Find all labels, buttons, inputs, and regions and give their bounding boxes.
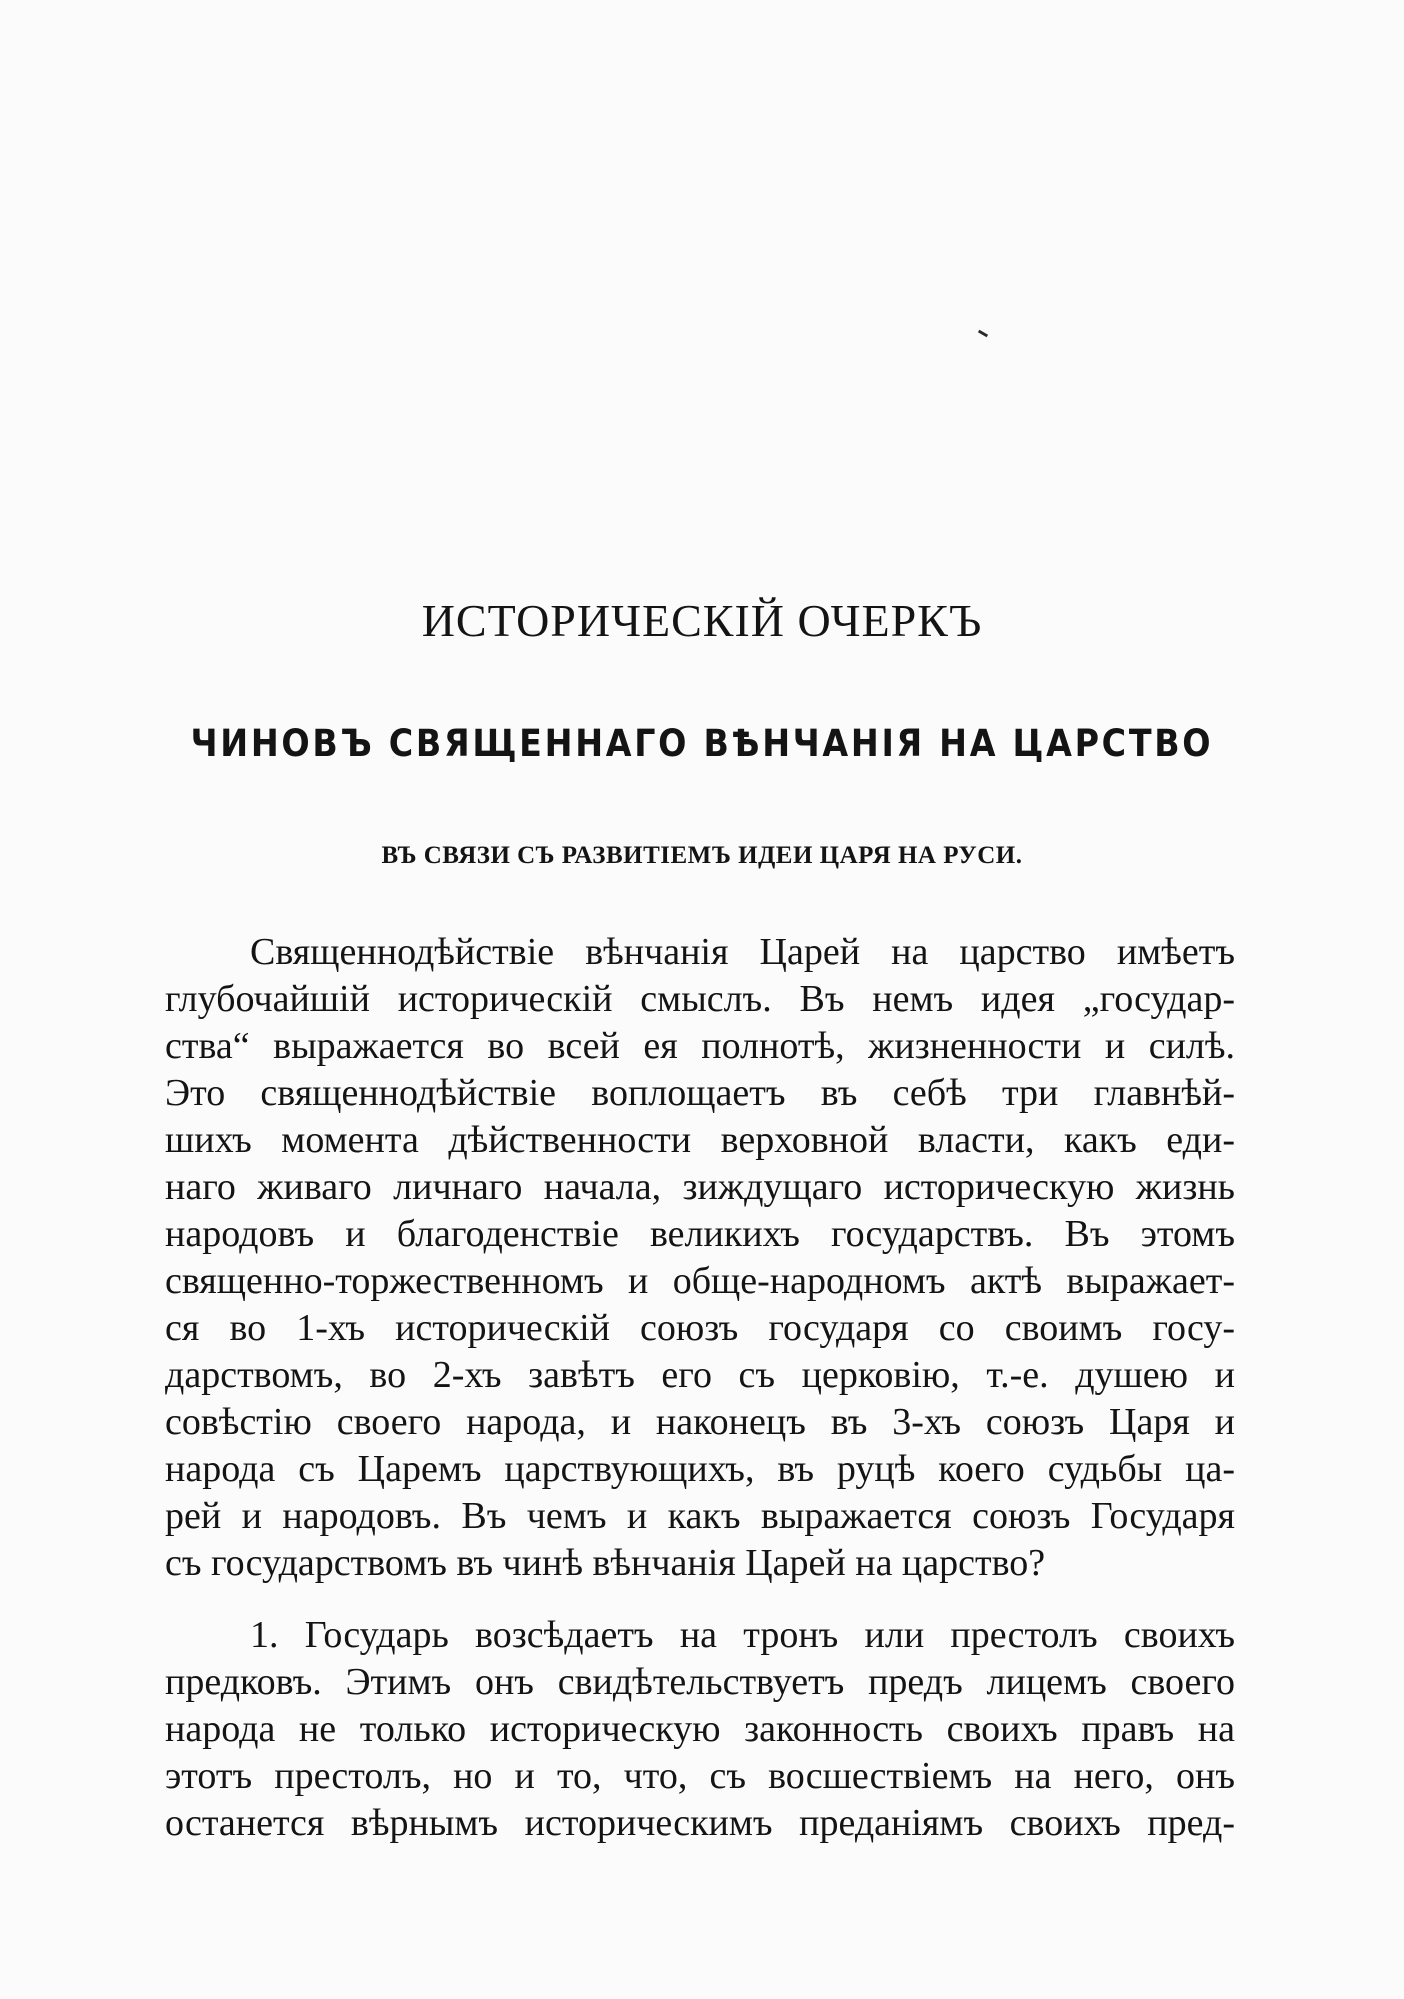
text-line: наго живаго личнаго начала, зиждущаго историческую жизнь	[165, 1166, 1235, 1208]
paragraph-2	[165, 1612, 1235, 1847]
text-line: шихъ момента дѣйственности верховной власти, какъ еди-	[165, 1119, 1235, 1161]
text-line: священно-торжественномъ и обще-народномъ актѣ выражает-	[165, 1260, 1235, 1302]
text-line: глубочайшій историческій смыслъ. Въ немъ идея „государ-	[165, 978, 1235, 1020]
text-line: съ государствомъ въ чинѣ вѣнчанія Царей на царство?	[165, 1542, 1046, 1584]
text-line: предковъ. Этимъ онъ свидѣтельствуетъ предъ лицемъ своего	[165, 1661, 1235, 1703]
text-line: рей и народовъ. Въ чемъ и какъ выражается союзъ Государя	[165, 1495, 1235, 1537]
paragraph-1	[165, 929, 1235, 1587]
text-line: ства“ выражается во всей ея полнотѣ, жизненности и силѣ.	[165, 1025, 1235, 1067]
text-line: ся во 1-хъ историческій союзъ государя со своимъ госу-	[165, 1307, 1235, 1349]
text-line: народовъ и благоденствіе великихъ государствъ. Въ этомъ	[165, 1213, 1235, 1255]
text-line: Священнодѣйствіе вѣнчанія Царей на царство имѣетъ	[250, 931, 1235, 973]
text-line: 1. Государь возсѣдаетъ на тронъ или престолъ своихъ	[250, 1614, 1235, 1656]
ink-speck	[978, 330, 988, 338]
text-line: Это священнодѣйствіе воплощаетъ въ себѣ три главнѣй-	[165, 1072, 1235, 1114]
text-line: останется вѣрнымъ историческимъ преданіямъ своихъ пред-	[165, 1802, 1235, 1844]
text-line: этотъ престолъ, но и то, что, съ восшествіемъ на него, онъ	[165, 1755, 1235, 1797]
main-heading: ИСТОРИЧЕСКІЙ ОЧЕРКЪ	[421, 595, 983, 646]
sub-heading: ЧИНОВЪ СВЯЩЕННАГО ВѢНЧАНІЯ НА ЦАРСТВО	[190, 722, 1214, 765]
text-line: народа съ Царемъ царствующихъ, въ руцѣ коего судьбы ца-	[165, 1448, 1235, 1490]
text-line: дарствомъ, во 2-хъ завѣтъ его съ церковію, т.-е. душею и	[165, 1354, 1235, 1396]
small-heading: ВЪ СВЯЗИ СЪ РАЗВИТІЕМЪ ИДЕИ ЦАРЯ НА РУСИ.	[381, 842, 1023, 869]
text-line: народа не только историческую законность своихъ правъ на	[165, 1708, 1235, 1750]
text-line: совѣстію своего народа, и наконецъ въ 3-хъ союзъ Царя и	[165, 1401, 1235, 1443]
